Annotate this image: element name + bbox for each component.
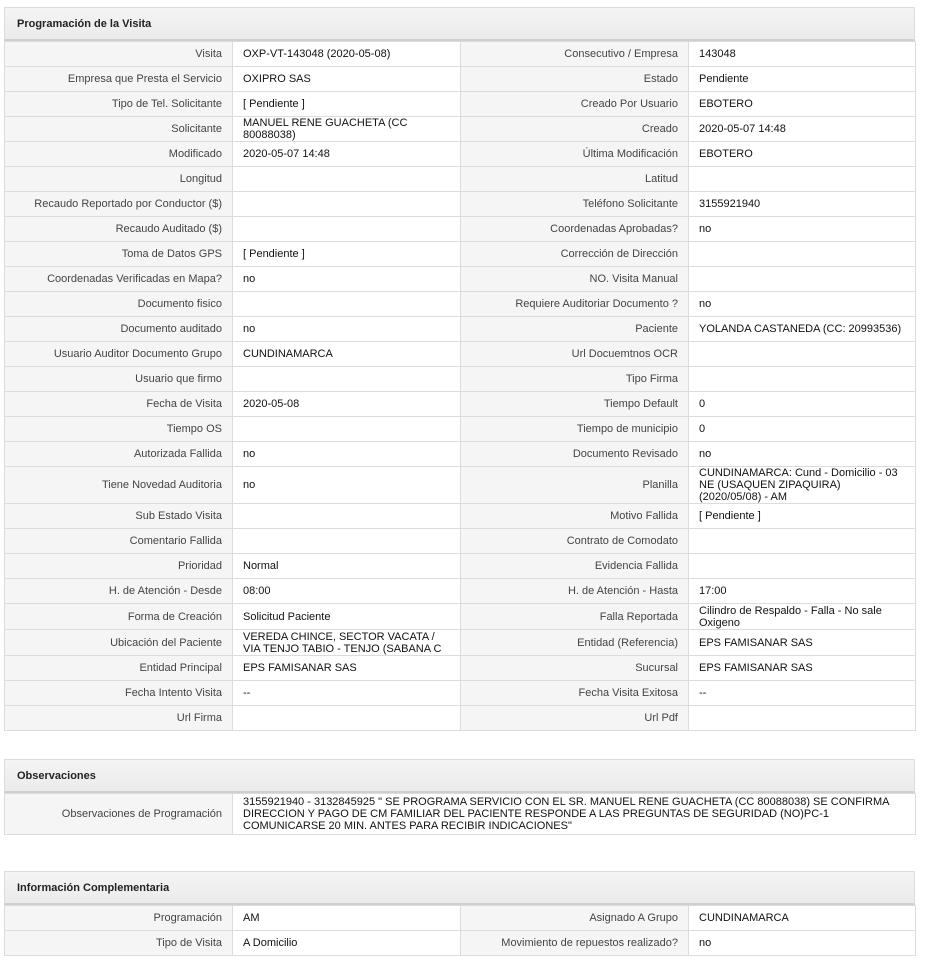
table-row: [5, 529, 916, 554]
field-label: Usuario Auditor Documento Grupo: [5, 342, 233, 367]
field-label: Planilla: [461, 467, 689, 504]
field-value: [233, 504, 461, 529]
field-value: no: [689, 292, 916, 317]
field-label: Última Modificación: [461, 142, 689, 167]
table-row: [5, 906, 916, 931]
field-label: Url Pdf: [461, 706, 689, 731]
field-label: Longitud: [5, 167, 233, 192]
field-label: Fecha Intento Visita: [5, 681, 233, 706]
field-label: Empresa que Presta el Servicio: [5, 67, 233, 92]
field-value: [233, 529, 461, 554]
informacion-complementaria-header: [4, 871, 915, 905]
field-value: 2020-05-07 14:48: [689, 117, 916, 142]
field-value: 2020-05-07 14:48: [233, 142, 461, 167]
field-value: EPS FAMISANAR SAS: [689, 630, 916, 656]
field-value: EPS FAMISANAR SAS: [233, 656, 461, 681]
table-row: [5, 217, 916, 242]
field-value: Pendiente: [689, 67, 916, 92]
programacion-title: Programación de la Visita: [17, 17, 152, 30]
field-value: 0: [689, 417, 916, 442]
field-label: NO. Visita Manual: [461, 267, 689, 292]
informacion-complementaria-title: Información Complementaria: [17, 881, 170, 894]
field-value: [689, 242, 916, 267]
table-row: [5, 604, 916, 630]
field-value: EPS FAMISANAR SAS: [689, 656, 916, 681]
field-value: --: [689, 681, 916, 706]
field-label: Documento auditado: [5, 317, 233, 342]
table-row: [5, 794, 916, 835]
field-label: Recaudo Auditado ($): [5, 217, 233, 242]
table-row: [5, 630, 916, 656]
field-label: Url Docuemtnos OCR: [461, 342, 689, 367]
table-row: [5, 392, 916, 417]
table-row: [5, 42, 916, 67]
field-value: 0: [689, 392, 916, 417]
field-label: Tipo de Visita: [5, 931, 233, 956]
field-label: Tiempo de municipio: [461, 417, 689, 442]
programacion-header: [4, 7, 915, 41]
field-value: [233, 367, 461, 392]
field-label: Asignado A Grupo: [461, 906, 689, 931]
field-value: [689, 706, 916, 731]
field-label: Tipo de Tel. Solicitante: [5, 92, 233, 117]
field-value: CUNDINAMARCA: [233, 342, 461, 367]
informacion-complementaria-table: [4, 905, 916, 956]
field-value: no: [233, 317, 461, 342]
table-row: [5, 417, 916, 442]
field-label: Programación: [5, 906, 233, 931]
field-label: Estado: [461, 67, 689, 92]
field-label: Coordenadas Verificadas en Mapa?: [5, 267, 233, 292]
field-value: [ Pendiente ]: [689, 504, 916, 529]
field-value: OXIPRO SAS: [233, 67, 461, 92]
field-value: no: [233, 442, 461, 467]
table-row: [5, 579, 916, 604]
field-value: no: [233, 267, 461, 292]
field-value: no: [689, 442, 916, 467]
field-label: Documento fisico: [5, 292, 233, 317]
table-row: [5, 142, 916, 167]
field-label: Usuario que firmo: [5, 367, 233, 392]
observaciones-header: [4, 759, 915, 793]
table-row: [5, 554, 916, 579]
table-row: [5, 117, 916, 142]
field-value: OXP-VT-143048 (2020-05-08): [233, 42, 461, 67]
field-value: Cilindro de Respaldo - Falla - No sale Oxigeno: [689, 604, 916, 630]
field-value: no: [689, 217, 916, 242]
field-label: Tiene Novedad Auditoria: [5, 467, 233, 504]
field-label: Toma de Datos GPS: [5, 242, 233, 267]
field-value: no: [689, 931, 916, 956]
field-value: [689, 529, 916, 554]
field-label: Sucursal: [461, 656, 689, 681]
table-row: [5, 67, 916, 92]
field-value: CUNDINAMARCA: Cund - Domicilio - 03 NE (USAQUEN ZIPAQUIRA) (2020/05/08) - AM: [689, 467, 916, 504]
field-value: [689, 167, 916, 192]
field-value: [ Pendiente ]: [233, 92, 461, 117]
field-value: A Domicilio: [233, 931, 461, 956]
table-row: [5, 656, 916, 681]
field-label: Creado: [461, 117, 689, 142]
field-label: Comentario Fallida: [5, 529, 233, 554]
table-row: [5, 192, 916, 217]
field-label: Falla Reportada: [461, 604, 689, 630]
table-row: [5, 442, 916, 467]
table-row: [5, 317, 916, 342]
field-label: Corrección de Dirección: [461, 242, 689, 267]
field-value: [233, 292, 461, 317]
field-value: [233, 706, 461, 731]
field-label: Latitud: [461, 167, 689, 192]
field-label: Tiempo Default: [461, 392, 689, 417]
field-value: EBOTERO: [689, 92, 916, 117]
informacion-complementaria-panel: [4, 871, 915, 956]
field-value: no: [233, 467, 461, 504]
field-value: 3155921940: [689, 192, 916, 217]
field-value: Solicitud Paciente: [233, 604, 461, 630]
observaciones-title: Observaciones: [17, 769, 96, 782]
table-row: [5, 504, 916, 529]
field-value: 17:00: [689, 579, 916, 604]
field-value: AM: [233, 906, 461, 931]
field-label: Autorizada Fallida: [5, 442, 233, 467]
field-value: [689, 554, 916, 579]
field-label: Prioridad: [5, 554, 233, 579]
field-value: [233, 167, 461, 192]
field-label: Recaudo Reportado por Conductor ($): [5, 192, 233, 217]
field-label: Consecutivo / Empresa: [461, 42, 689, 67]
field-label: Solicitante: [5, 117, 233, 142]
field-value: 3155921940 - 3132845925 " SE PROGRAMA SERVICIO CON EL SR. MANUEL RENE GUACHETA (CC 80088038) SE CONFIRMA DIRECCION Y PAGO DE CM FAMILIAR DEL PACIENTE RESPONDE A LAS PREGUNTAS DE SEGURIDAD (NO)PC-1 COMUNICARSE 20 MIN. ANTES PARA RECIBIR INDICACIONES": [233, 794, 916, 835]
field-value: [233, 192, 461, 217]
field-value: --: [233, 681, 461, 706]
programacion-panel: [4, 7, 915, 731]
field-value: [233, 217, 461, 242]
field-label: Paciente: [461, 317, 689, 342]
field-value: [689, 342, 916, 367]
field-label: Documento Revisado: [461, 442, 689, 467]
table-row: [5, 681, 916, 706]
field-label: Motivo Fallida: [461, 504, 689, 529]
table-row: [5, 342, 916, 367]
field-label: Contrato de Comodato: [461, 529, 689, 554]
field-label: Fecha de Visita: [5, 392, 233, 417]
field-value: MANUEL RENE GUACHETA (CC 80088038): [233, 117, 461, 142]
field-value: [689, 267, 916, 292]
field-value: 143048: [689, 42, 916, 67]
observaciones-table: [4, 793, 916, 835]
field-label: Forma de Creación: [5, 604, 233, 630]
field-label: Evidencia Fallida: [461, 554, 689, 579]
field-label: Teléfono Solicitante: [461, 192, 689, 217]
table-row: [5, 92, 916, 117]
table-row: [5, 242, 916, 267]
field-value: YOLANDA CASTANEDA (CC: 20993536): [689, 317, 916, 342]
field-label: Tiempo OS: [5, 417, 233, 442]
table-row: [5, 467, 916, 504]
field-label: H. de Atención - Desde: [5, 579, 233, 604]
field-label: Observaciones de Programación: [5, 794, 233, 835]
field-value: EBOTERO: [689, 142, 916, 167]
field-value: VEREDA CHINCE, SECTOR VACATA / VIA TENJO TABIO - TENJO (SABANA C: [233, 630, 461, 656]
field-value: CUNDINAMARCA: [689, 906, 916, 931]
field-label: Entidad (Referencia): [461, 630, 689, 656]
field-value: [ Pendiente ]: [233, 242, 461, 267]
field-value: 08:00: [233, 579, 461, 604]
table-row: [5, 292, 916, 317]
table-row: [5, 367, 916, 392]
field-label: Modificado: [5, 142, 233, 167]
observaciones-panel: [4, 759, 915, 835]
programacion-table: [4, 41, 916, 731]
field-value: 2020-05-08: [233, 392, 461, 417]
field-label: Fecha Visita Exitosa: [461, 681, 689, 706]
field-label: Ubicación del Paciente: [5, 630, 233, 656]
field-label: Entidad Principal: [5, 656, 233, 681]
table-row: [5, 706, 916, 731]
field-label: Movimiento de repuestos realizado?: [461, 931, 689, 956]
table-row: [5, 167, 916, 192]
field-value: [233, 417, 461, 442]
field-label: Creado Por Usuario: [461, 92, 689, 117]
field-label: Tipo Firma: [461, 367, 689, 392]
field-label: Visita: [5, 42, 233, 67]
field-label: H. de Atención - Hasta: [461, 579, 689, 604]
field-label: Requiere Auditoriar Documento ?: [461, 292, 689, 317]
field-value: [689, 367, 916, 392]
field-label: Sub Estado Visita: [5, 504, 233, 529]
field-label: Coordenadas Aprobadas?: [461, 217, 689, 242]
table-row: [5, 267, 916, 292]
field-value: Normal: [233, 554, 461, 579]
field-label: Url Firma: [5, 706, 233, 731]
table-row: [5, 931, 916, 956]
